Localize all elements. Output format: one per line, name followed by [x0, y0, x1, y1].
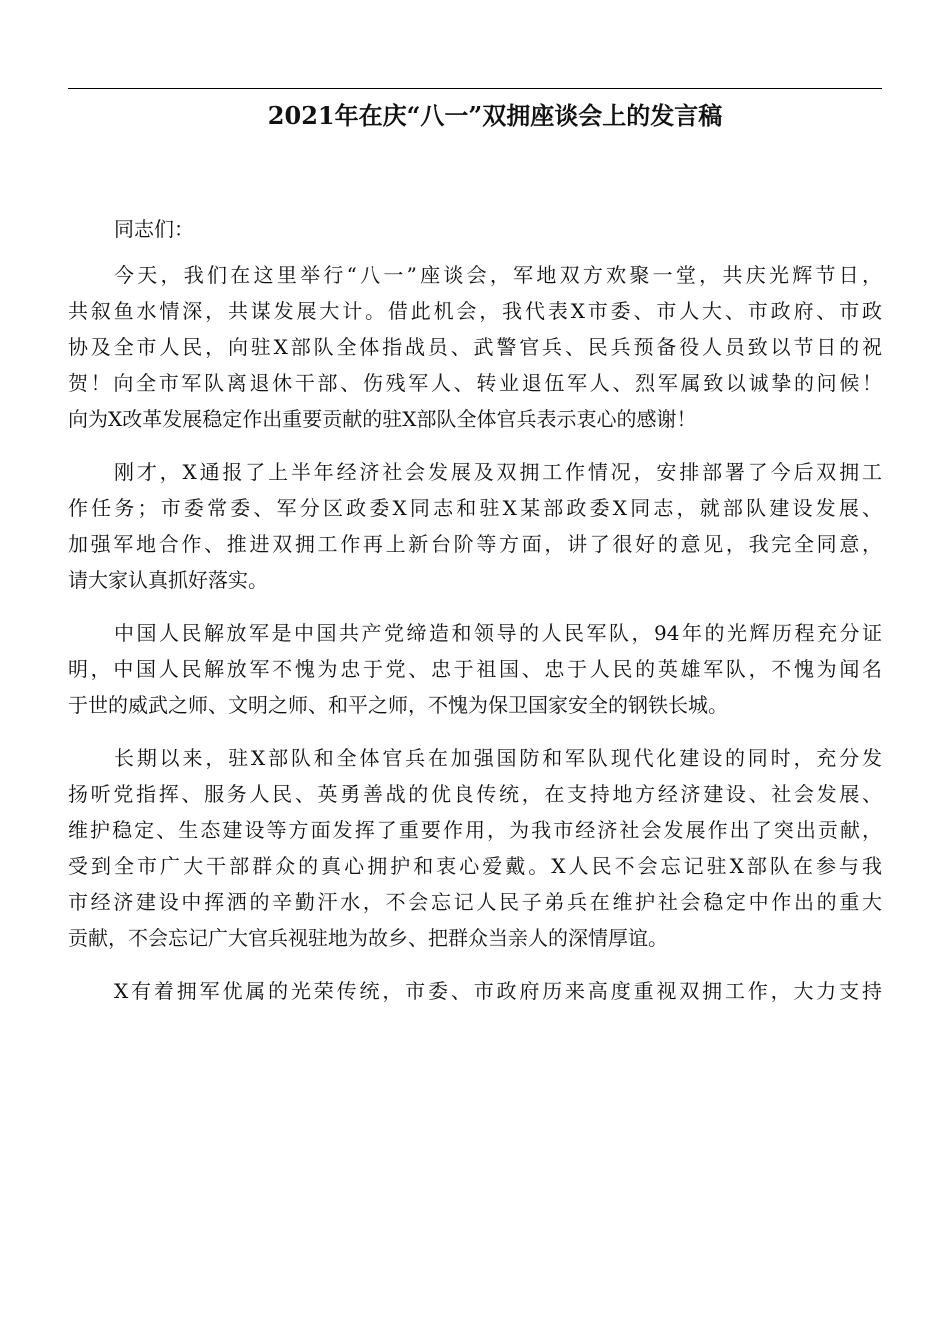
text-line: 今天，我们在这里举行“八一”座谈会，军地双方欢聚一堂，共庆光辉节日，: [114, 263, 882, 287]
text-line: 协及全市人民，向驻X部队全体指战员、武警官兵、民兵预备役人员致以节日的祝: [68, 335, 882, 359]
text-line: 市经济建设中挥洒的辛勤汗水，不会忘记人民子弟兵在维护社会稳定中作出的重大: [68, 890, 882, 914]
text-line: 共叙鱼水情深，共谋发展大计。借此机会，我代表X市委、市人大、市政府、市政: [68, 299, 882, 323]
text-line: 维护稳定、生态建设等方面发挥了重要作用，为我市经济社会发展作出了突出贡献，: [68, 818, 882, 842]
text-line: 贺！向全市军队离退休干部、伤残军人、转业退伍军人、烈军属致以诚挚的问候！: [68, 371, 882, 395]
text-line: 作任务；市委常委、军分区政委X同志和驻X某部政委X同志，就部队建设发展、: [68, 496, 882, 520]
text-line: 贡献，不会忘记广大官兵视驻地为故乡、把群众当亲人的深情厚谊。: [68, 926, 668, 950]
text-line: 明，中国人民解放军不愧为忠于党、忠于祖国、忠于人民的英雄军队，不愧为闻名: [68, 657, 882, 681]
text-line: 受到全市广大干部群众的真心拥护和衷心爱戴。X人民不会忘记驻X部队在参与我: [68, 854, 882, 878]
text-line: 加强军地合作、推进双拥工作再上新台阶等方面，讲了很好的意见，我完全同意，: [68, 532, 882, 556]
document-body: [68, 257, 882, 1009]
paragraph: [68, 454, 882, 598]
text-line: 于世的威武之师、文明之师、和平之师，不愧为保卫国家安全的钢铁长城。: [68, 693, 728, 717]
paragraph: [68, 257, 882, 437]
salutation: 同志们：: [114, 217, 194, 241]
text-line: 扬听党指挥、服务人民、英勇善战的优良传统，在支持地方经济建设、社会发展、: [68, 782, 882, 806]
text-line: X有着拥军优属的光荣传统，市委、市政府历来高度重视双拥工作，大力支持: [114, 979, 882, 1003]
header-rule: [68, 88, 882, 89]
paragraph: [68, 973, 882, 1009]
paragraph: [68, 615, 882, 723]
text-line: 长期以来，驻X部队和全体官兵在加强国防和军队现代化建设的同时，充分发: [114, 746, 882, 770]
text-line: 向为X改革发展稳定作出重要贡献的驻X部队全体官兵表示衷心的感谢！: [68, 407, 697, 431]
document-title: 2021年在庆“八一”双拥座谈会上的发言稿: [267, 101, 723, 130]
text-line: 请大家认真抓好落实。: [68, 568, 268, 592]
text-line: 刚才，X通报了上半年经济社会发展及双拥工作情况，安排部署了今后双拥工: [114, 460, 882, 484]
text-line: 中国人民解放军是中国共产党缔造和领导的人民军队，94年的光辉历程充分证: [114, 621, 882, 645]
paragraph: [68, 740, 882, 956]
